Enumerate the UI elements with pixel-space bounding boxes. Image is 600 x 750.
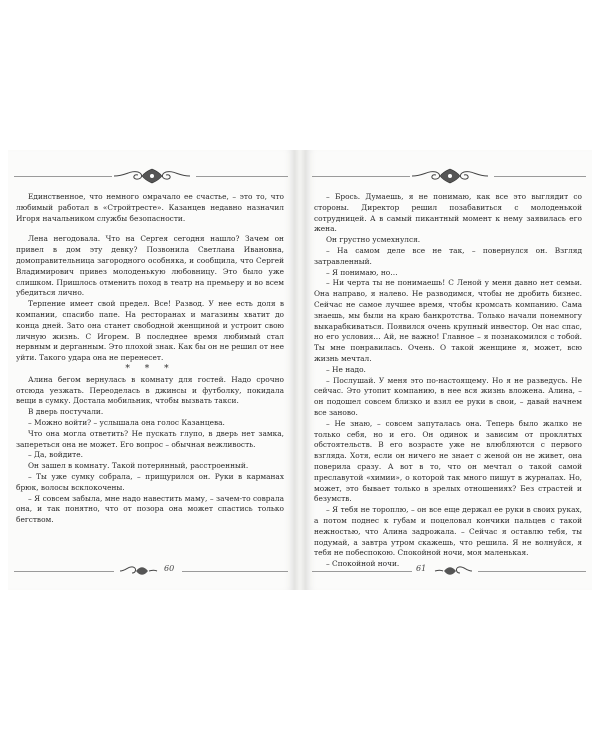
- paragraph: – Не надо.: [326, 364, 366, 374]
- right-page: [306, 150, 592, 590]
- header-ornament-icon: [410, 167, 490, 185]
- paragraph: – Ты уже сумку собрала, – прищурился он. Руки в карманах брюк, волосы всклокочены.: [16, 471, 284, 492]
- header-rule-left: [14, 176, 112, 177]
- paragraph: – Да, войдите.: [28, 450, 83, 460]
- footer-rule-left: [312, 571, 412, 572]
- book-gutter: [294, 150, 306, 590]
- paragraph: – Брось. Думаешь, я не понимаю, как все это выглядит со стороны. Директор решил позабавиться с молоденькой сотрудницей. А в самый пикантный момент к нему заявилась его жена.: [314, 192, 582, 234]
- page-number-right: 61: [416, 564, 427, 573]
- paragraph: Алина бегом вернулась в комнату для гостей. Надо срочно отсюда уезжать. Переоделась в джинсы и футболку, покидала вещи в сумку. Достала мобильник, чтобы вызвать такси.: [16, 374, 284, 406]
- right-page-text: [314, 192, 582, 570]
- page-number-left: 60: [164, 564, 175, 573]
- paragraph: Единственное, что немного омрачало ее счастье, – это то, что любимый работал в «Стройтресте». Казанцев недавно назначил Игоря начальником службы безопасности.: [16, 192, 284, 223]
- paragraph: Что она могла ответить? Не пускать глупо, в дверь нет замка, запереться она не может. Его вопрос – обычная вежливость.: [16, 428, 284, 449]
- left-page-text: [16, 192, 284, 526]
- header-rule-left: [312, 176, 410, 177]
- paragraph: – Можно войти? – услышала она голос Казанцева.: [28, 417, 225, 427]
- footer-ornament-icon: [434, 563, 474, 581]
- book-spread: [0, 150, 600, 590]
- paragraph: – Послушай. У меня это по-настоящему. Но я не разведусь. Не сейчас. Это утопит компанию, в нее вся жизнь вложена. Алина, – он подошел совсем близко и взял ее руки в свои, – давай начнем все заново.: [314, 375, 582, 417]
- header-rule-right: [494, 176, 586, 177]
- footer-ornament-icon: [118, 563, 158, 581]
- paragraph: Он зашел в комнату. Такой потерянный, расстроенный.: [28, 461, 249, 471]
- header-ornament-icon: [112, 167, 192, 185]
- footer-rule-right: [478, 571, 586, 572]
- paragraph: – Я тебя не тороплю, – он все еще держал ее руки в своих руках, а потом поднес к губам и поцеловал кончики пальцев с такой нежностью, что Алина задрожала. – Сейчас я оставлю тебя, ты подумай, а завтра утром скажешь, что решила. Я не волнуйся, я тебя не побеспокою. Спокойной ночи, моя маленькая.: [314, 505, 582, 558]
- footer-rule-left: [14, 571, 114, 572]
- paragraph: В дверь постучали.: [28, 407, 104, 417]
- paragraph: – Ни черта ты не понимаешь! С Леной у меня давно нет семьи. Она направо, я налево. Не разводимся, чтобы не дробить бизнес. Сейчас не самое лучшее время, чтобы кромсать компанию. Сама знаешь, мы были на краю банкротства. Только начали понемногу выкарабкиваться. Появился очень крупный инвестор. Он нас спас, но его условия… Ай, не важно! Главное – я познакомился с тобой. Ты мне понравилась. Очень. О такой женщине я, может, всю жизнь мечтал.: [314, 278, 582, 363]
- paragraph: Лена негодовала. Что на Сергея сегодня нашло? Зачем он привел в дом эту девку? Позвонила Светлана Ивановна, домоправительница загородного особняка, и сообщила, что Сергей Владимирович привез молоденькую любовницу. Это было уже слишком. Пришлось отменить поход в театр на премьеру и во всем убедиться лично.: [16, 234, 284, 298]
- paragraph: – Спокойной ночи.: [326, 559, 400, 569]
- scene-separator: * * *: [125, 363, 175, 374]
- footer-rule-right: [182, 571, 288, 572]
- paragraph: – Я понимаю, но…: [326, 267, 398, 277]
- paragraph: Он грустно усмехнулся.: [326, 235, 421, 245]
- paragraph: – Не знаю, – совсем запуталась она. Теперь было жалко не только себя, но и его. Он одинок и зависим от проклятых обстоятельств. В его возрасте уже не влюбляются с первого взгляда. Хотя, если он ничего не знает с женой он не живет, она поверила сразу. А вот в то, что он мечтал о такой самой преславутой «химии», о которой так много пишут в журналах. Но, может, это бывает только в зрелых отношениях? Без страстей и безумств.: [314, 418, 582, 504]
- header-rule-right: [196, 176, 288, 177]
- paragraph: Терпение имеет свой предел. Все! Развод. У нее есть доля в компании, спасибо папе. На ресторанах и магазины хватит до конца дней. Зато она станет свободной женщиной и устроит свою личную жизнь. С Игорем. В последнее время любимый стал нервным и дерганным. Это плохой знак. Как бы он не решил от нее уйти. Такого удара она не перенесет.: [16, 299, 284, 363]
- paragraph: – На самом деле все не так, – повернулся он. Взгляд затравленный.: [314, 245, 582, 266]
- paragraph: – Я совсем забыла, мне надо навестить маму, – зачем-то соврала она, и так понятно, что от позора она может спастись только бегством.: [16, 493, 284, 525]
- left-page: [8, 150, 294, 590]
